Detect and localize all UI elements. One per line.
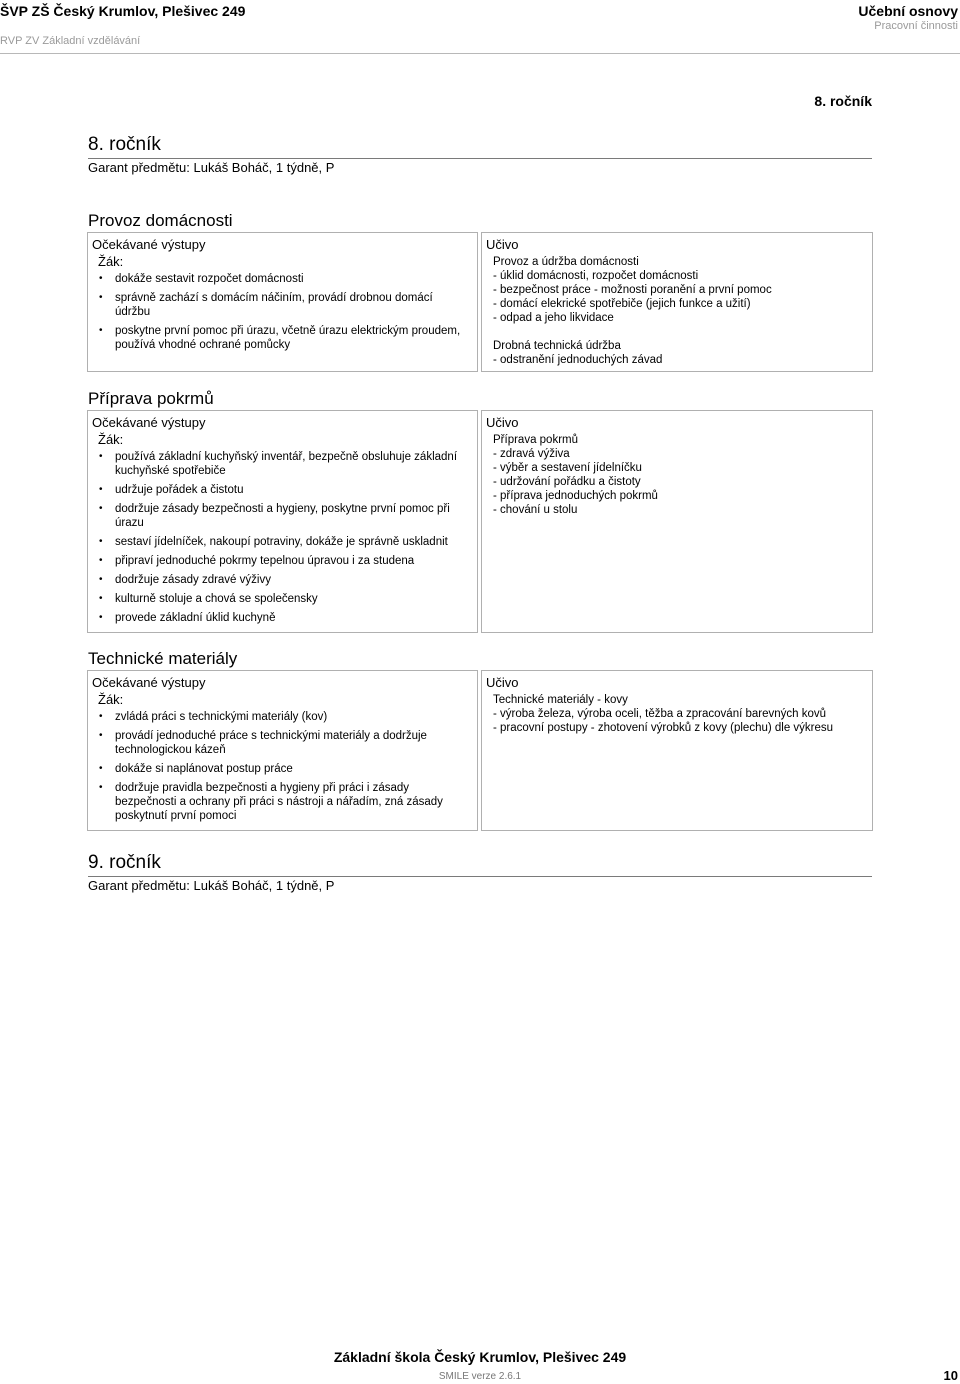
- content-label: Učivo: [486, 675, 519, 690]
- outcome-item: • provede základní úklid kuchyně: [96, 611, 471, 625]
- grade9-title: 9. ročník: [88, 852, 161, 873]
- grade9-divider: [88, 876, 872, 877]
- content-panel-priprava-pokrmu: [481, 410, 873, 633]
- content-line: - úklid domácnosti, rozpočet domácnosti: [493, 270, 699, 282]
- outcome-item: • dokáže si naplánovat postup práce: [96, 762, 471, 776]
- outcomes-label: Očekávané výstupy: [92, 415, 206, 430]
- content-line: - odstranění jednoduchých závad: [493, 354, 663, 366]
- content-line: - zdravá výživa: [493, 448, 570, 460]
- content-line: - odpad a jeho likvidace: [493, 312, 614, 324]
- content-line: - výběr a sestavení jídelníčku: [493, 462, 642, 474]
- outcome-item: • kulturně stoluje a chová se společensky: [96, 592, 471, 606]
- content-list: [493, 433, 868, 517]
- grade-tag: 8. ročník: [814, 93, 872, 109]
- outcome-item: • udržuje pořádek a čistotu: [96, 483, 471, 497]
- grade8-garant: Garant předmětu: Lukáš Boháč, 1 týdně, P: [88, 160, 335, 175]
- outcome-item: • správně zachází s domácím náčiním, provádí drobnou domácí údržbu: [96, 291, 471, 319]
- outcome-item: • zvládá práci s technickými materiály (kov): [96, 710, 471, 724]
- outcome-item: • dodržuje zásady bezpečnosti a hygieny, poskytne první pomoc při úrazu: [96, 502, 471, 530]
- header-doc-type: Učební osnovy: [858, 3, 958, 19]
- outcomes-panel-technicke-materialy: [87, 670, 478, 831]
- outcome-item: • dodržuje pravidla bezpečnosti a hygieny při práci i zásady bezpečnosti a ochrany při práci s nástroji a nářadím, zná zásady poskytnutí první pomoci: [96, 781, 471, 823]
- grade8-title: 8. ročník: [88, 134, 161, 155]
- content-line: - pracovní postupy - zhotovení výrobků z kovy (plechu) dle výkresu: [493, 722, 834, 734]
- grade8-divider: [88, 158, 872, 159]
- content-panel-technicke-materialy: [481, 670, 873, 831]
- outcome-item: • dokáže sestavit rozpočet domácnosti: [96, 272, 471, 286]
- header-school: ŠVP ZŠ Český Krumlov, Plešivec 249: [0, 3, 246, 19]
- outcomes-panel-provoz-domacnosti: [87, 232, 478, 372]
- footer-version: SMILE verze 2.6.1: [438, 1371, 522, 1382]
- content-panel-provoz-domacnosti: [481, 232, 873, 372]
- content-line: [493, 325, 868, 339]
- content-line: - domácí elekrické spotřebiče (jejich funkce a užití): [493, 298, 751, 310]
- student-label: Žák:: [98, 432, 124, 447]
- grade9-garant: Garant předmětu: Lukáš Boháč, 1 týdně, P: [88, 878, 335, 893]
- outcome-item: • dodržuje zásady zdravé výživy: [96, 573, 471, 587]
- outcomes-label: Očekávané výstupy: [92, 675, 206, 690]
- section-title-priprava-pokrmu: Příprava pokrmů: [88, 389, 214, 408]
- outcomes-panel-priprava-pokrmu: [87, 410, 478, 633]
- content-list: [493, 693, 868, 735]
- section-title-provoz-domacnosti: Provoz domácnosti: [88, 211, 233, 230]
- student-label: Žák:: [98, 692, 124, 707]
- header-framework: RVP ZV Základní vzdělávání: [0, 35, 141, 47]
- content-label: Učivo: [486, 415, 519, 430]
- outcomes-list: [96, 272, 471, 357]
- content-list: [493, 255, 868, 367]
- outcomes-list: [96, 710, 471, 828]
- content-label: Učivo: [486, 237, 519, 252]
- section-title-technicke-materialy: Technické materiály: [88, 649, 238, 668]
- footer-school: Základní škola Český Krumlov, Plešivec 249: [333, 1349, 627, 1365]
- content-line: Příprava pokrmů: [493, 434, 579, 446]
- outcome-item: • sestaví jídelníček, nakoupí potraviny, dokáže je správně uskladnit: [96, 535, 471, 549]
- content-line: Provoz a údržba domácnosti: [493, 256, 639, 268]
- page-number: 10: [943, 1368, 958, 1383]
- outcome-item: • používá základní kuchyňský inventář, bezpečně obsluhuje základní kuchyňské spotřebiče: [96, 450, 471, 478]
- outcome-item: • provádí jednoduché práce s technickými materiály a dodržuje technologickou kázeň: [96, 729, 471, 757]
- content-line: Drobná technická údržba: [493, 340, 621, 352]
- student-label: Žák:: [98, 254, 124, 269]
- header-divider: [0, 53, 960, 54]
- outcome-item: • poskytne první pomoc při úrazu, včetně úrazu elektrickým proudem, používá vhodné ochrané pomůcky: [96, 324, 471, 352]
- outcome-item: • připraví jednoduché pokrmy tepelnou úpravou i za studena: [96, 554, 471, 568]
- outcomes-list: [96, 450, 471, 630]
- header-subject: Pracovní činnosti: [874, 20, 958, 32]
- content-line: - výroba železa, výroba oceli, těžba a zpracování barevných kovů: [493, 708, 827, 720]
- content-line: - bezpečnost práce - možnosti poranění a první pomoc: [493, 284, 772, 296]
- content-line: Technické materiály - kovy: [493, 694, 628, 706]
- content-line: - udržování pořádku a čistoty: [493, 476, 641, 488]
- outcomes-label: Očekávané výstupy: [92, 237, 206, 252]
- content-line: - chování u stolu: [493, 504, 578, 516]
- content-line: - příprava jednoduchých pokrmů: [493, 490, 658, 502]
